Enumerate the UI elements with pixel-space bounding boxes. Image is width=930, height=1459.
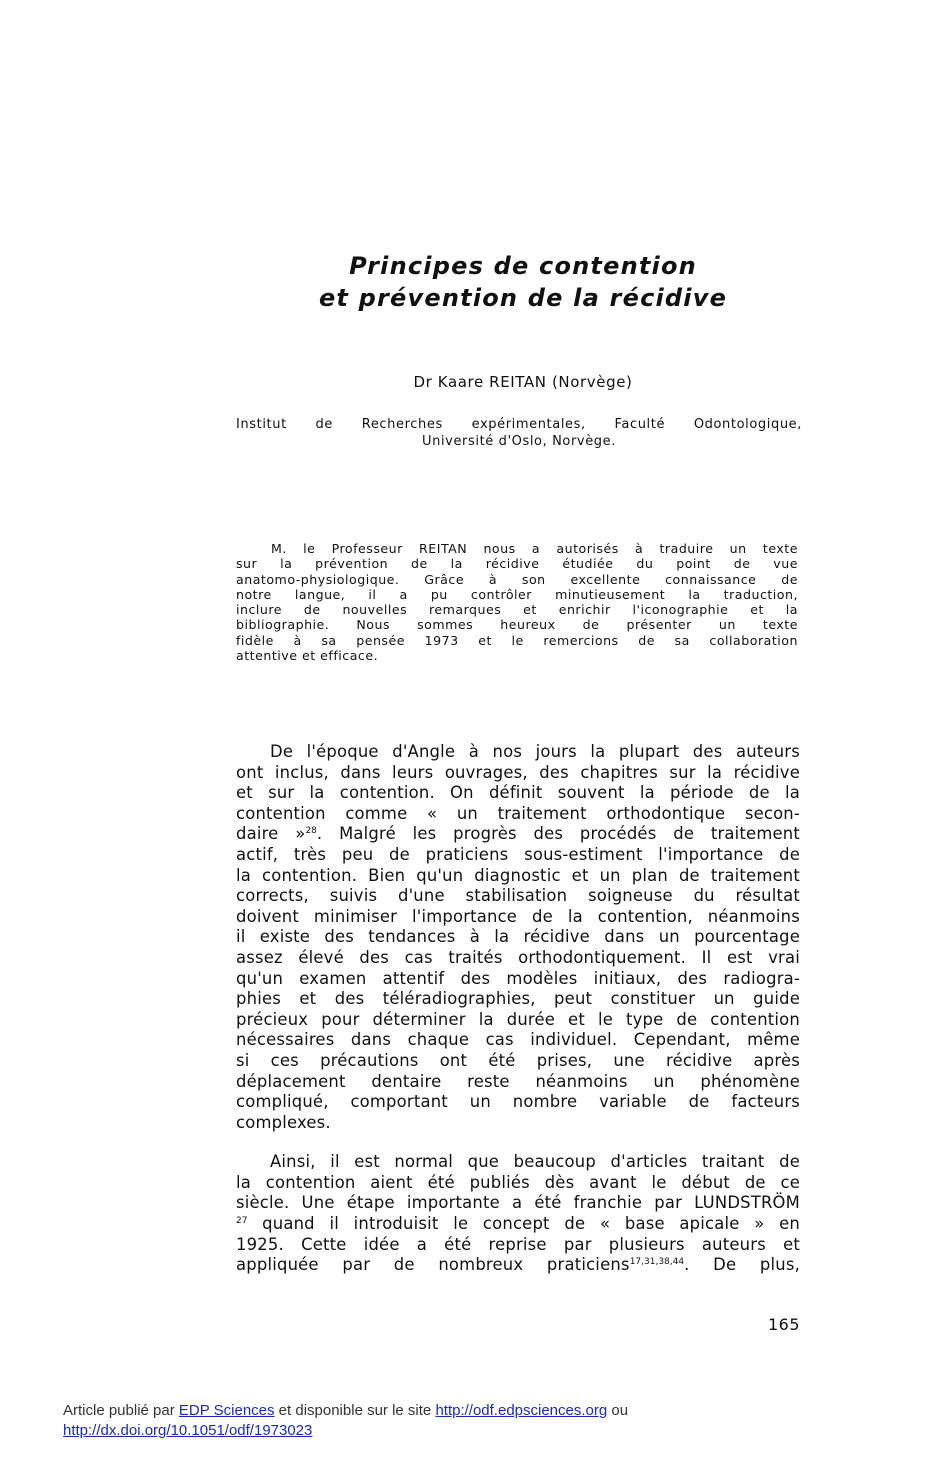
body-line: la contention. Bien qu'un diagnostic et un plan de traitement	[236, 865, 800, 885]
citation-ref: 17,31,38,44	[629, 1257, 685, 1268]
body-text: appliquée par de nombreux praticiens	[236, 1255, 630, 1275]
body-line: nécessaires dans chaque cas individuel. Cependant, même	[236, 1030, 800, 1050]
body-line: actif, très peu de praticiens sous-estiment l'importance de	[236, 844, 800, 864]
body-line: compliqué, comportant un nombre variable de facteurs	[236, 1092, 800, 1112]
footer-text: Article publié par	[63, 1402, 179, 1419]
body-line: si ces précautions ont été prises, une récidive après	[236, 1050, 800, 1070]
body-line: corrects, suivis d'une stabilisation soigneuse du résultat	[236, 886, 800, 906]
note-line: anatomo-physiologique. Grâce à son excellente connaissance de	[236, 571, 798, 587]
affiliation	[236, 416, 802, 450]
body-line: phies et des téléradiographies, peut constituer un guide	[236, 989, 800, 1009]
note-line: attentive et efficace.	[236, 648, 379, 664]
body-line: qu'un examen attentif des modèles initiaux, des radiogra-	[236, 968, 800, 988]
note-line: M. le Professeur REITAN nous a autorisés à traduire un texte	[271, 541, 798, 556]
body-text: . Malgré les progrès des procédés de traitement	[316, 824, 800, 844]
body-line: siècle. Une étape importante a été franchie par LUNDSTRÖM	[236, 1193, 800, 1213]
footer-text: ou	[607, 1402, 629, 1419]
page-number: 165	[767, 1315, 800, 1334]
body-line: précieux pour déterminer la durée et le type de contention	[236, 1009, 800, 1029]
note-line: bibliographie. Nous sommes heureux de présenter un texte	[236, 617, 798, 633]
footer-text: et disponible sur le site	[274, 1402, 436, 1419]
body-line	[236, 824, 800, 845]
note-line: sur la prévention de la récidive étudiée du point de vue	[236, 556, 798, 572]
article-title	[236, 250, 810, 314]
affiliation-line-2: Université d'Oslo, Norvège.	[422, 434, 616, 449]
body-line	[236, 1214, 800, 1235]
body-line: assez élevé des cas traités orthodontiquement. Il est vrai	[236, 947, 800, 967]
body-line: Ainsi, il est normal que beaucoup d'articles traitant de	[270, 1152, 800, 1172]
body-line: doivent minimiser l'importance de la contention, néanmoins	[236, 906, 800, 926]
title-line-2: et prévention de la récidive	[318, 284, 728, 312]
author-line: Dr Kaare REITAN (Norvège)	[413, 373, 633, 391]
body-line	[236, 1255, 800, 1276]
publisher-link[interactable]: EDP Sciences	[178, 1402, 275, 1419]
body-text: daire »	[236, 824, 306, 844]
body-line: complexes.	[236, 1112, 331, 1132]
note-line: fidèle à sa pensée 1973 et le remercions de sa collaboration	[236, 632, 798, 648]
site-link[interactable]: http://odf.edpsciences.org	[435, 1402, 608, 1419]
title-line-1: Principes de contention	[349, 252, 697, 280]
body-line: et sur la contention. On définit souvent la période de la	[236, 783, 800, 803]
publication-footer	[63, 1401, 883, 1441]
body-line: ont inclus, dans leurs ouvrages, des chapitres sur la récidive	[236, 762, 800, 782]
citation-ref: 27	[236, 1216, 248, 1227]
body-line: il existe des tendances à la récidive dans un pourcentage	[236, 927, 800, 947]
body-line: De l'époque d'Angle à nos jours la plupart des auteurs	[270, 742, 800, 761]
body-text: quand il introduisit le concept de « base apicale » en	[247, 1214, 800, 1234]
editor-note	[236, 541, 798, 663]
note-line: inclure de nouvelles remarques et enrichir l'iconographie et la	[236, 602, 798, 618]
doi-link[interactable]: http://dx.doi.org/10.1051/odf/1973023	[63, 1422, 313, 1439]
body-line: la contention aient été publiés dès avant le début de ce	[236, 1172, 800, 1192]
body-text: . De plus,	[684, 1255, 801, 1275]
body-line: contention comme « un traitement orthodontique secon-	[236, 803, 800, 823]
body-paragraph-2	[236, 1152, 800, 1276]
citation-ref: 28	[305, 826, 317, 837]
body-line: 1925. Cette idée a été reprise par plusieurs auteurs et	[236, 1234, 800, 1254]
body-paragraph-1	[236, 742, 800, 1133]
body-line: déplacement dentaire reste néanmoins un phénomène	[236, 1071, 800, 1091]
note-line: notre langue, il a pu contrôler minutieusement la traduction,	[236, 586, 798, 602]
affiliation-line-1: Institut de Recherches expérimentales, Faculté Odontologique,	[236, 417, 802, 432]
article-body	[236, 742, 800, 1276]
